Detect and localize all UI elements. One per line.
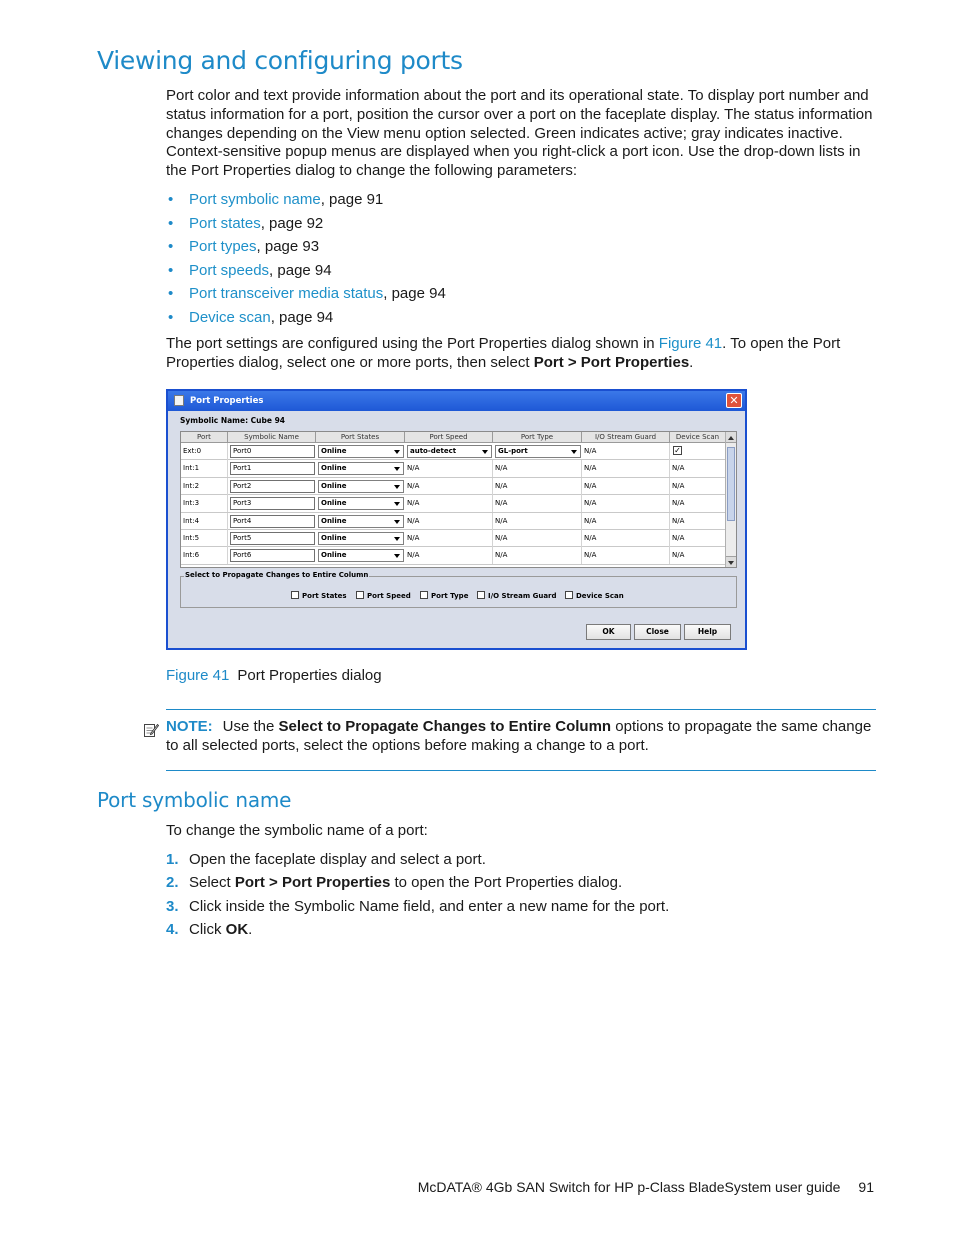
- port-speed-cell: N/A: [405, 478, 493, 495]
- note-top-rule: [166, 709, 876, 710]
- page-ref: , page 94: [383, 285, 446, 302]
- table-row: [181, 460, 726, 477]
- ok-button[interactable]: OK: [586, 624, 631, 640]
- device-scan-cell: N/A: [672, 499, 685, 508]
- step-number: 3.: [166, 897, 179, 915]
- intro-paragraph: Port color and text provide information about the port and its operational state. To display port number and status information for a port, position the cursor over a port on the faceplate display. The status information changes depending on the View menu option selected. Green indicates active; gray indicates inactive. Context-sensitive popup menus are displayed when you right-click a port icon. Use the drop-down lists in the Port Properties dialog to change the following parameters:: [166, 87, 873, 180]
- select-value: Online: [321, 464, 347, 473]
- symbolic-name-label: Symbolic Name: Cube 94: [180, 416, 286, 425]
- select-value: Online: [321, 516, 347, 525]
- device-scan-checkbox[interactable]: ✓: [674, 446, 681, 455]
- device-scan-cell: N/A: [672, 551, 685, 560]
- note-label: NOTE:: [166, 718, 213, 735]
- checkbox-label: Device Scan: [576, 592, 624, 600]
- port-state-select[interactable]: [318, 480, 404, 493]
- chevron-down-icon: [394, 537, 400, 541]
- text-run: Click: [189, 920, 226, 938]
- text-run: Use the: [222, 718, 279, 735]
- column-header[interactable]: Port States: [316, 432, 405, 443]
- chevron-down-icon: [394, 554, 400, 558]
- note-icon: [143, 722, 159, 738]
- column-header[interactable]: Device Scan: [670, 432, 726, 443]
- text-bold: OK: [225, 920, 249, 938]
- checkbox-box[interactable]: [356, 591, 364, 599]
- list-item: • Device scan, page 94: [168, 308, 334, 326]
- column-header[interactable]: Symbolic Name: [228, 432, 316, 443]
- table-row: [181, 495, 726, 512]
- propagate-port-type-checkbox[interactable]: [420, 591, 468, 601]
- checkbox-label: Port States: [302, 592, 347, 600]
- port-cell: Int:2: [181, 478, 228, 495]
- chevron-down-icon: [482, 450, 488, 454]
- port-state-select[interactable]: [318, 532, 404, 545]
- scroll-down-icon[interactable]: [726, 556, 736, 567]
- procedure-steps: [166, 849, 669, 942]
- port-state-select[interactable]: [318, 497, 404, 510]
- table-row: [181, 530, 726, 547]
- checkbox-box[interactable]: [477, 591, 485, 599]
- select-value: Online: [321, 534, 347, 542]
- port-cell: Int:4: [181, 513, 228, 530]
- subsection-intro: To change the symbolic name of a port:: [166, 822, 428, 839]
- checkbox-label: Port Speed: [367, 592, 411, 600]
- chevron-down-icon: [394, 450, 400, 454]
- xref-link[interactable]: Port transceiver media status: [189, 285, 384, 302]
- port-cell: Int:3: [181, 495, 228, 512]
- page-ref: , page 92: [260, 214, 324, 232]
- step-item: [166, 849, 669, 872]
- port-cell: Int:5: [181, 530, 228, 547]
- text-run: Select: [189, 874, 235, 892]
- port-table: [180, 431, 737, 568]
- step-number: 2.: [166, 874, 179, 892]
- port-speed-cell: N/A: [405, 530, 493, 547]
- select-value: Online: [321, 551, 347, 560]
- symbolic-name-input[interactable]: Port0: [230, 445, 315, 458]
- checkbox-box[interactable]: [420, 591, 428, 599]
- footer-title: McDATA® 4Gb SAN Switch for HP p-Class BladeSystem user guide: [417, 1179, 841, 1195]
- port-speed-cell: N/A: [405, 495, 493, 512]
- port-type-cell: N/A: [493, 460, 582, 477]
- xref-link[interactable]: Device scan: [189, 308, 271, 326]
- symbolic-name-input[interactable]: Port1: [230, 462, 315, 475]
- port-state-select[interactable]: [318, 549, 404, 562]
- note-paragraph: [166, 717, 878, 755]
- parameter-list: [166, 189, 446, 330]
- step-item: [166, 872, 669, 895]
- close-button[interactable]: Close: [634, 624, 681, 640]
- chevron-down-icon: [394, 485, 400, 489]
- select-value: Online: [321, 447, 347, 455]
- text-run: The port settings are configured using the Port Properties dialog shown in: [166, 335, 659, 352]
- scroll-thumb[interactable]: [727, 447, 735, 521]
- port-cell: Ext:0: [181, 443, 228, 460]
- caption-text: Port Properties dialog: [237, 667, 382, 684]
- menu-path: Port > Port Properties: [533, 353, 690, 371]
- xref-link[interactable]: Port symbolic name: [189, 191, 321, 208]
- select-value: Online: [321, 499, 347, 508]
- step-item: [166, 896, 669, 919]
- step-number: 4.: [166, 920, 179, 938]
- checkbox-box[interactable]: [565, 591, 573, 599]
- io-stream-guard-cell: N/A: [582, 460, 670, 477]
- symbolic-name-input[interactable]: Port4: [230, 515, 315, 528]
- xref-link[interactable]: Port states: [189, 214, 261, 232]
- io-stream-guard-cell: N/A: [582, 443, 670, 460]
- section-subtitle: Port symbolic name: [97, 788, 292, 812]
- list-item: • Port symbolic name, page 91: [168, 191, 384, 208]
- device-scan-cell: N/A: [672, 481, 685, 490]
- text-run: . To open the Port Properties dialog, select one or more ports, then select: [166, 335, 841, 371]
- propagate-group: [180, 571, 737, 608]
- column-header[interactable]: I/O Stream Guard: [582, 432, 670, 443]
- propagate-io-stream-guard-checkbox[interactable]: [477, 591, 557, 601]
- symbolic-name-input[interactable]: Port6: [230, 549, 315, 562]
- list-item: • Port speeds, page 94: [168, 261, 332, 279]
- note-bottom-rule: [166, 770, 876, 771]
- figure-number: Figure 41: [166, 667, 230, 684]
- symbolic-name-input[interactable]: Port5: [230, 532, 315, 545]
- list-item: • Port transceiver media status, page 94: [168, 285, 446, 302]
- checkbox-label: Port Type: [431, 592, 469, 600]
- port-state-select[interactable]: [318, 462, 404, 475]
- dialog-intro-paragraph: [166, 335, 878, 373]
- chevron-down-icon: [571, 450, 577, 454]
- figure-link[interactable]: Figure 41: [658, 335, 723, 352]
- chevron-down-icon: [394, 502, 400, 506]
- xref-link[interactable]: Port speeds: [189, 261, 270, 279]
- port-cell: Int:1: [181, 460, 228, 477]
- device-scan-cell: N/A: [672, 534, 685, 542]
- xref-link[interactable]: Port types: [189, 238, 257, 255]
- page-ref: , page 91: [320, 191, 384, 208]
- port-type-select[interactable]: [495, 445, 581, 458]
- port-speed-cell: N/A: [405, 460, 493, 477]
- text-run: .: [248, 920, 253, 938]
- page-ref: , page 94: [269, 261, 332, 279]
- device-scan-cell: N/A: [672, 516, 685, 525]
- list-item: • Port states, page 92: [168, 214, 324, 232]
- port-type-cell: N/A: [493, 513, 582, 530]
- checkbox-box[interactable]: [291, 591, 299, 599]
- io-stream-guard-cell: N/A: [582, 478, 670, 495]
- chevron-down-icon: [394, 520, 400, 524]
- text-run: Click inside the Symbolic Name field, and enter a new name for the port.: [189, 897, 670, 915]
- text-run: Open the faceplate display and select a port.: [189, 851, 486, 868]
- port-type-cell: N/A: [493, 478, 582, 495]
- text-run: .: [689, 353, 694, 371]
- propagate-port-states-checkbox[interactable]: [291, 591, 347, 601]
- page-title: Viewing and configuring ports: [97, 46, 463, 75]
- close-icon[interactable]: ✕: [726, 393, 742, 408]
- propagate-label: Select to Propagate Changes to Entire Column: [185, 571, 369, 579]
- io-stream-guard-cell: N/A: [582, 530, 670, 547]
- window-icon: [174, 395, 184, 406]
- figure-caption: [166, 667, 382, 684]
- page-footer: [418, 1179, 874, 1195]
- dialog-title: Port Properties: [190, 396, 264, 406]
- column-header[interactable]: Port Type: [493, 432, 582, 443]
- device-scan-cell: N/A: [672, 464, 685, 473]
- dialog-titlebar: [168, 391, 745, 411]
- port-state-select[interactable]: [318, 515, 404, 528]
- port-state-select[interactable]: [318, 445, 404, 458]
- text-bold: Port > Port Properties: [234, 874, 391, 892]
- step-item: [166, 919, 669, 942]
- port-cell: Int:6: [181, 547, 228, 564]
- table-row: [181, 513, 726, 530]
- page-ref: , page 94: [270, 308, 334, 326]
- table-row: [181, 547, 726, 564]
- scroll-up-icon[interactable]: [726, 432, 736, 443]
- port-speed-select[interactable]: [407, 445, 492, 458]
- column-header[interactable]: Port Speed: [405, 432, 493, 443]
- step-number: 1.: [166, 851, 179, 868]
- port-properties-dialog: [166, 389, 747, 650]
- symbolic-name-input[interactable]: Port3: [230, 497, 315, 510]
- port-speed-cell: N/A: [405, 513, 493, 530]
- page-ref: , page 93: [256, 238, 320, 255]
- checkbox-label: I/O Stream Guard: [488, 592, 557, 600]
- io-stream-guard-cell: N/A: [582, 495, 670, 512]
- text-run: to open the Port Properties dialog.: [390, 874, 623, 892]
- option-name: Select to Propagate Changes to Entire Column: [278, 718, 612, 735]
- propagate-port-speed-checkbox[interactable]: [356, 591, 411, 601]
- port-type-cell: N/A: [493, 530, 582, 547]
- help-button[interactable]: Help: [684, 624, 731, 640]
- chevron-down-icon: [394, 467, 400, 471]
- io-stream-guard-cell: N/A: [582, 547, 670, 564]
- propagate-device-scan-checkbox[interactable]: [565, 591, 624, 601]
- port-type-cell: N/A: [493, 547, 582, 564]
- select-value: Online: [321, 481, 347, 490]
- symbolic-name-input[interactable]: Port2: [230, 480, 315, 493]
- io-stream-guard-cell: N/A: [582, 513, 670, 530]
- text-run: options to propagate the same change to all selected ports, select the options before making a change to a port.: [166, 718, 872, 754]
- vertical-scrollbar[interactable]: [725, 432, 736, 567]
- table-row: [181, 443, 726, 460]
- select-value: auto-detect: [410, 447, 457, 455]
- column-header[interactable]: Port: [181, 432, 228, 443]
- page-number: 91: [858, 1179, 874, 1195]
- list-item: • Port types, page 93: [168, 238, 320, 255]
- port-type-cell: N/A: [493, 495, 582, 512]
- select-value: GL-port: [498, 447, 528, 455]
- port-speed-cell: N/A: [405, 547, 493, 564]
- table-row: [181, 478, 726, 495]
